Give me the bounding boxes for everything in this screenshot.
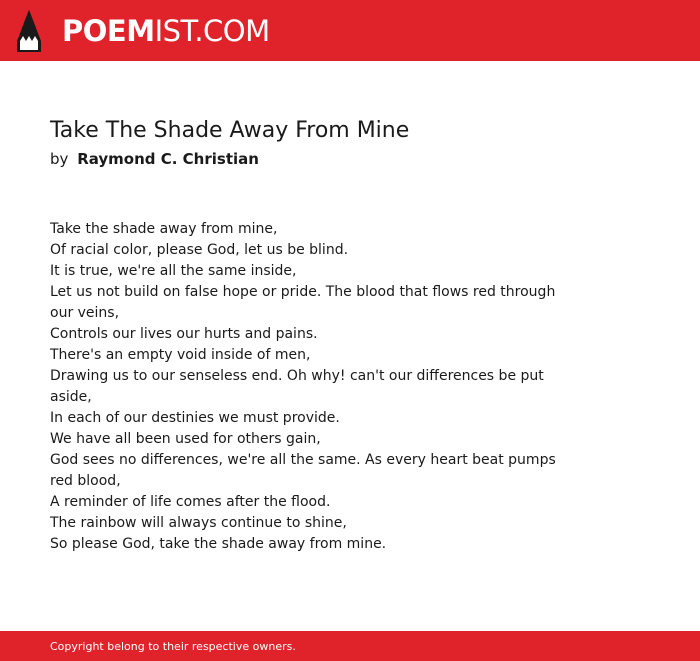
poem-line: So please God, take the shade away from mine. — [50, 536, 387, 552]
site-logo-text — [62, 13, 270, 48]
poem-line: There's an empty void inside of men, — [50, 347, 311, 363]
poem-line: Drawing us to our senseless end. Oh why! can't our differences be put aside, — [50, 368, 544, 405]
site-footer — [0, 631, 700, 661]
copyright-text: Copyright belong to their respective owners. — [50, 640, 296, 653]
poem-line: A reminder of life comes after the flood. — [50, 494, 331, 510]
logo-text-bold: POEM — [62, 13, 155, 48]
by-label: by — [50, 150, 69, 168]
site-logo-link[interactable] — [16, 9, 270, 53]
byline — [50, 149, 259, 169]
poem-line: God sees no differences, we're all the same. As every heart beat pumps red blood, — [50, 452, 556, 489]
poem-line: The rainbow will always continue to shine, — [50, 515, 347, 531]
poem-line: Of racial color, please God, let us be blind. — [50, 242, 349, 258]
poem-line: We have all been used for others gain, — [50, 431, 321, 447]
pencil-tip-icon — [16, 9, 42, 53]
poem-line: Let us not build on false hope or pride. The blood that flows red through our veins, — [50, 284, 556, 321]
author-name: Raymond C. Christian — [77, 150, 259, 168]
poem-body — [50, 219, 580, 555]
poem-line: Controls our lives our hurts and pains. — [50, 326, 318, 342]
poem-title: Take The Shade Away From Mine — [50, 118, 410, 143]
poem-line: Take the shade away from mine, — [50, 221, 278, 237]
logo-text-light: IST.COM — [154, 13, 270, 48]
poem-line: In each of our destinies we must provide. — [50, 410, 340, 426]
poem-line: It is true, we're all the same inside, — [50, 263, 297, 279]
site-header — [0, 0, 700, 61]
